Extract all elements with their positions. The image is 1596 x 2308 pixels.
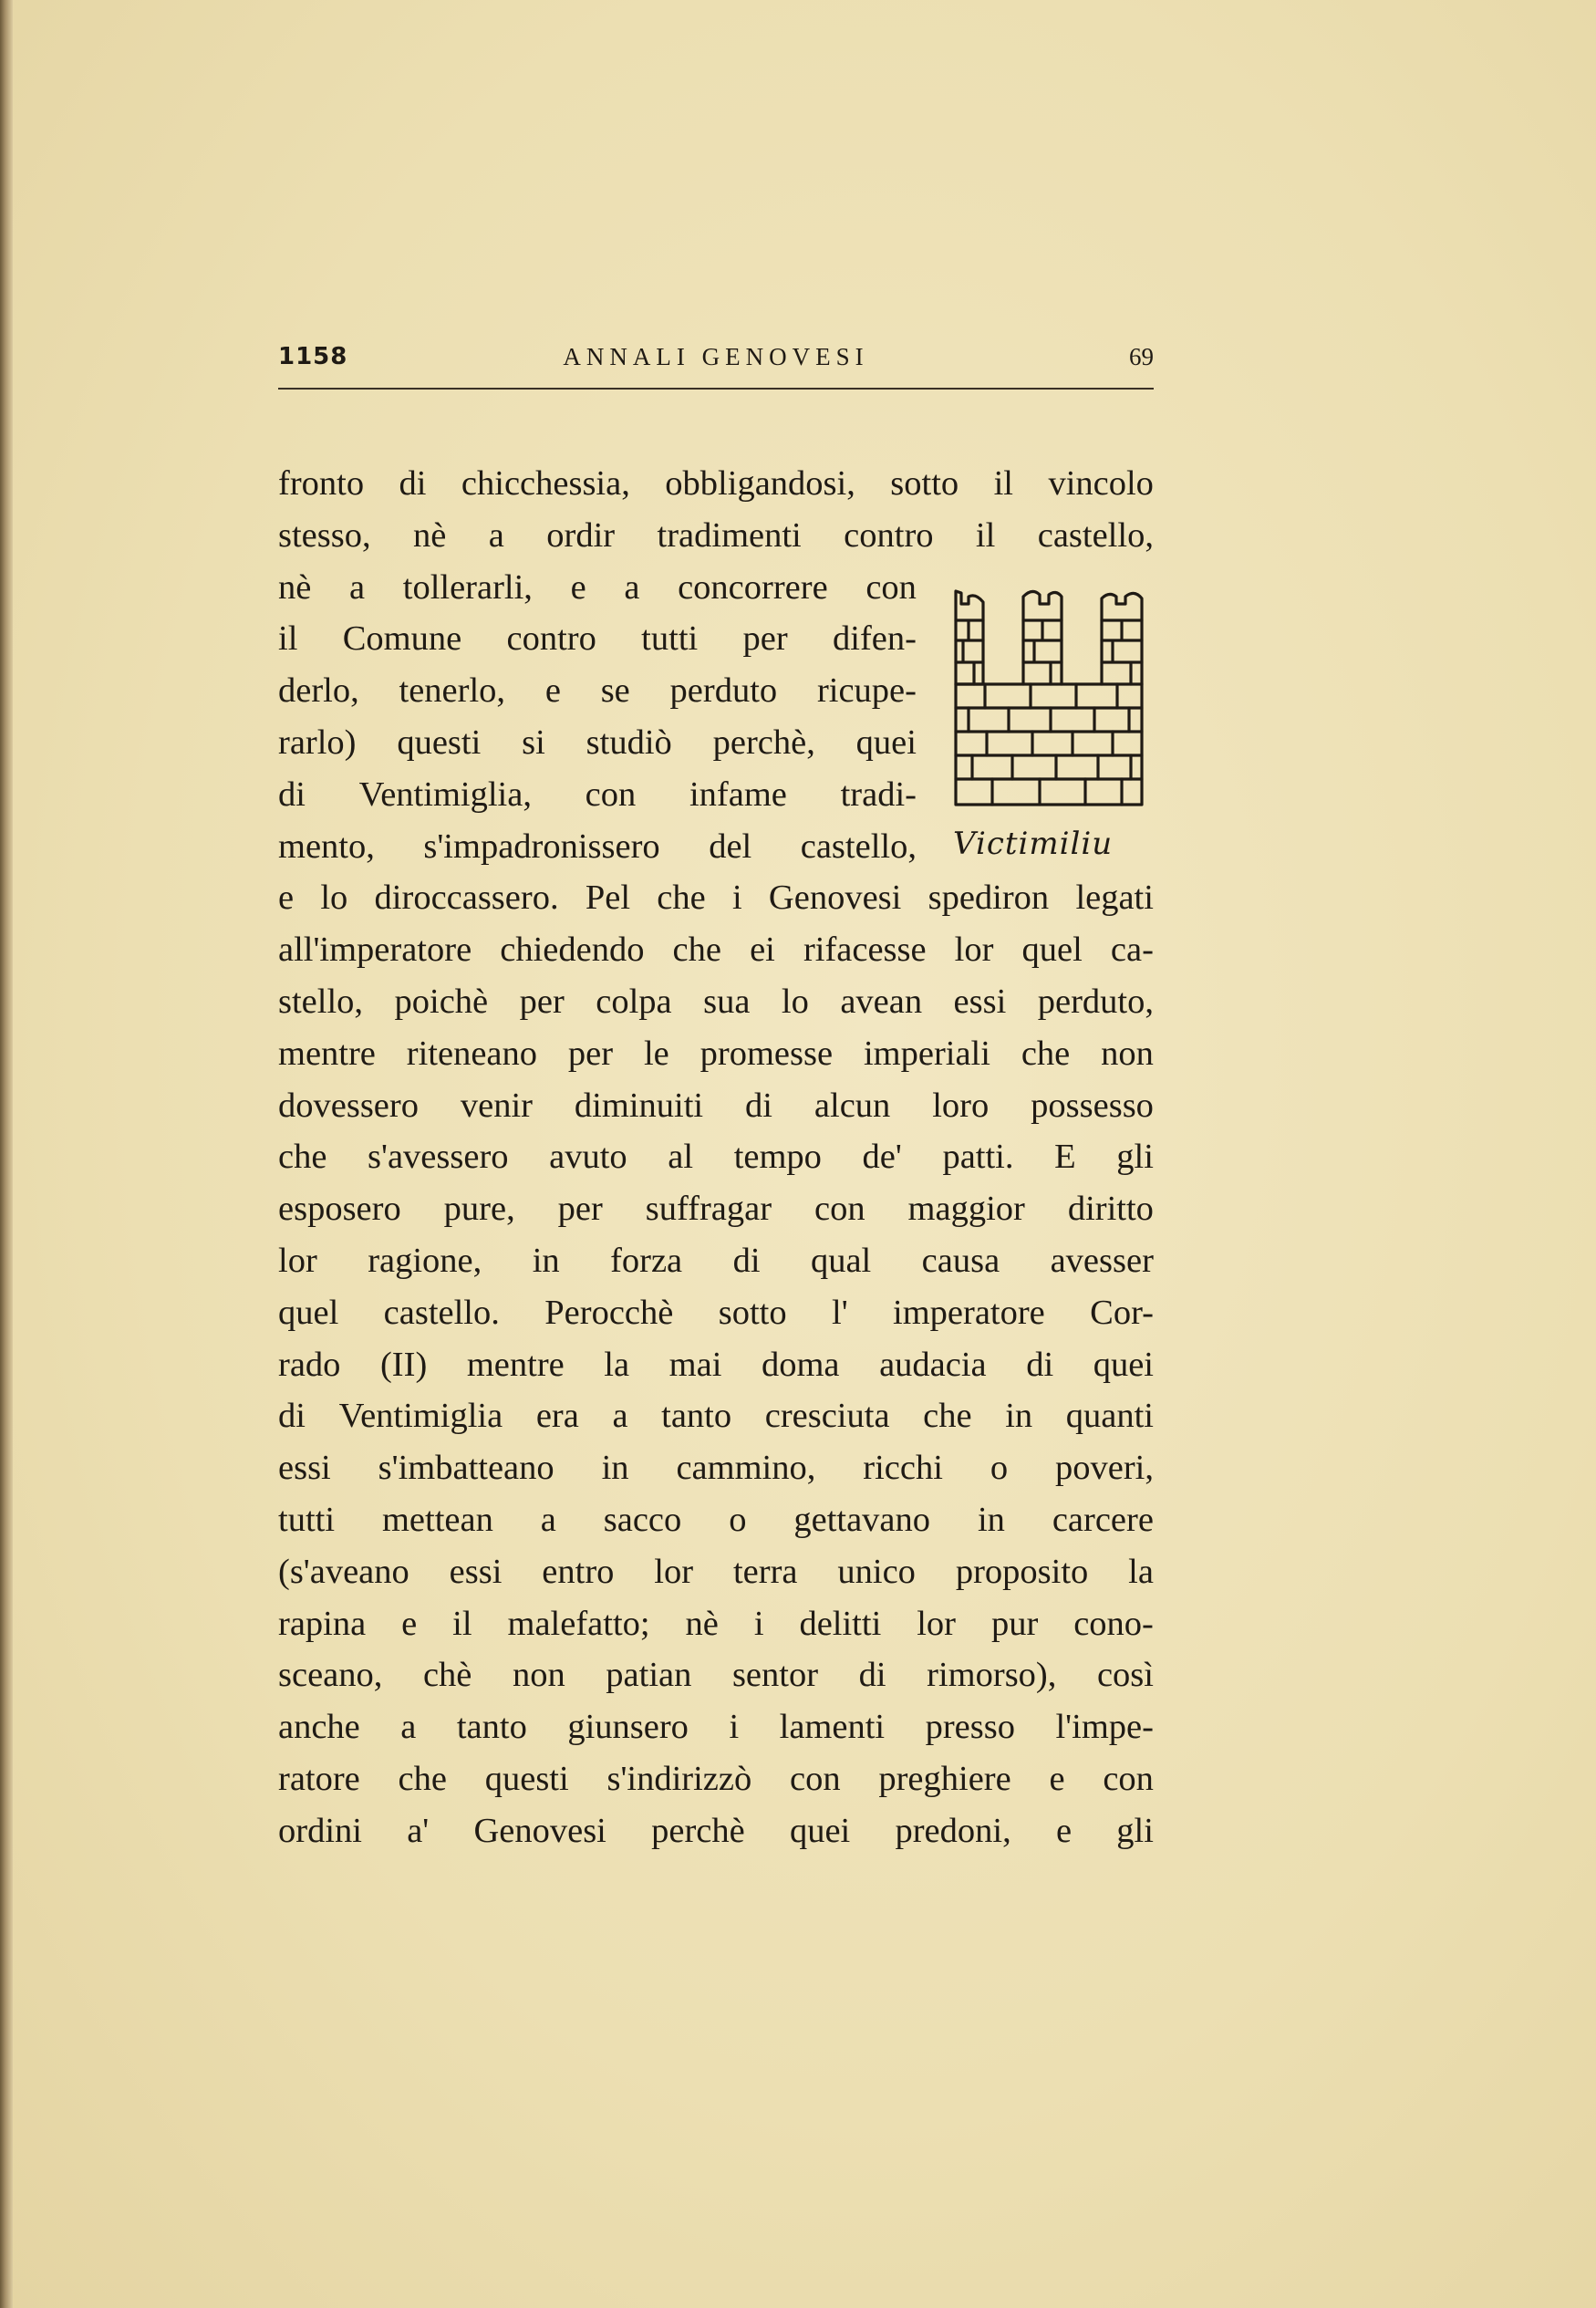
text-line: di Ventimiglia, con infame tradi-	[278, 775, 917, 814]
text-line: il Comune contro tutti per difen-	[278, 619, 917, 659]
text-line: quel castello. Perocchè sotto l' imperatore Cor-	[278, 1293, 1154, 1332]
text-line: tutti mettean a sacco o gettavano in carcere	[278, 1500, 1154, 1539]
header-rule	[278, 388, 1154, 390]
text-line: ordini a' Genovesi perchè quei predoni, e gli	[278, 1811, 1154, 1850]
tower-caption: Victimiliu	[953, 826, 1114, 862]
text-line: rarlo) questi si studiò perchè, quei	[278, 723, 917, 762]
text-line: mentre riteneano per le promesse imperiali che non	[278, 1034, 1154, 1073]
text-line: (s'aveano essi entro lor terra unico proposito la	[278, 1552, 1154, 1591]
text-line: lor ragione, in forza di qual causa avesser	[278, 1241, 1154, 1280]
text-line: stesso, nè a ordir tradimenti contro il castello,	[278, 515, 1154, 555]
castle-tower-icon	[948, 584, 1151, 810]
text-line: derlo, tenerlo, e se perduto ricupe-	[278, 671, 917, 711]
text-line: di Ventimiglia era a tanto cresciuta che in quanti	[278, 1397, 1154, 1436]
page-binding-edge	[0, 0, 13, 2308]
text-line: ratore che questi s'indirizzò con preghiere e con	[278, 1759, 1154, 1798]
text-line: fronto di chicchessia, obbligandosi, sotto il vincolo	[278, 464, 1154, 503]
text-line: sceano, chè non patian sentor di rimorso), così	[278, 1656, 1154, 1695]
text-line: anche a tanto giunsero i lamenti presso l'impe-	[278, 1708, 1154, 1747]
text-line: nè a tollerarli, e a concorrere con	[278, 567, 917, 607]
text-line: rapina e il malefatto; nè i delitti lor pur cono-	[278, 1604, 1154, 1643]
text-line: all'imperatore chiedendo che ei rifacesse lor quel ca-	[278, 930, 1154, 970]
text-line: e lo diroccassero. Pel che i Genovesi spediron legati	[278, 878, 1154, 918]
text-line: dovessero venir diminuiti di alcun loro possesso	[278, 1086, 1154, 1125]
page-number: 69	[1129, 343, 1154, 370]
header-year: 1158	[278, 343, 348, 370]
text-line: mento, s'impadronissero del castello,	[278, 827, 917, 866]
text-line: che s'avessero avuto al tempo de' patti. E gli	[278, 1138, 1154, 1177]
header-title: ANNALI GENOVESI	[563, 343, 869, 370]
text-line: essi s'imbatteano in cammino, ricchi o poveri,	[278, 1449, 1154, 1488]
text-line: esposero pure, per suffragar con maggior diritto	[278, 1190, 1154, 1229]
text-line: rado (II) mentre la mai doma audacia di quei	[278, 1345, 1154, 1384]
text-line: stello, poichè per colpa sua lo avean essi perduto,	[278, 982, 1154, 1021]
running-header	[278, 339, 1154, 381]
